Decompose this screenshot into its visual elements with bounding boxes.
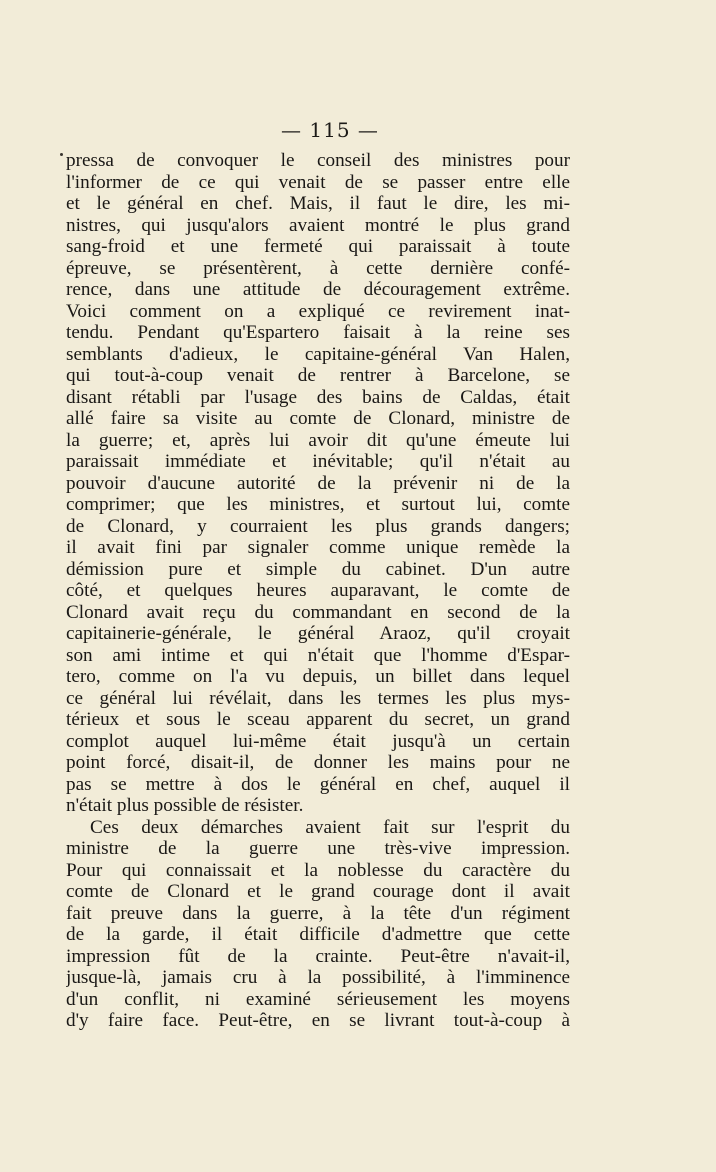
text-line: tero, comme on l'a vu depuis, un billet dans lequel [66,666,570,687]
text-line: point forcé, disait-il, de donner les mains pour ne [66,752,570,773]
text-line: qui tout-à-coup venait de rentrer à Barcelone, se [66,365,570,386]
ink-speck [60,153,63,156]
text-line: Clonard avait reçu du commandant en second de la [66,601,570,623]
text-line: nistres, qui jusqu'alors avaient montré le plus grand [66,214,570,236]
text-line: épreuve, se présentèrent, à cette dernière confé- [66,257,570,279]
text-line: allé faire sa visite au comte de Clonard, ministre de [66,408,570,429]
text-line: paraissait immédiate et inévitable; qu'il n'était au [66,451,570,472]
text-line: tendu. Pendant qu'Espartero faisait à la reine ses [66,322,570,343]
text-line: sang-froid et une fermeté qui paraissait à toute [66,236,570,257]
page-number: — 115 — [281,118,379,142]
text-line: son ami intime et qui n'était que l'homme d'Espar- [66,644,570,666]
text-line: complot auquel lui-même était jusqu'à un certain [66,730,570,752]
text-line: térieux et sous le sceau apparent du secret, un grand [66,709,570,730]
text-line: rence, dans une attitude de découragement extrême. [66,279,570,300]
text-line: semblants d'adieux, le capitaine-général Van Halen, [66,343,570,365]
text-line: pressa de convoquer le conseil des ministres pour [66,150,570,171]
text-line: la guerre; et, après lui avoir dit qu'une émeute lui [66,429,570,451]
body-text [66,150,570,1032]
text-line: impression fût de la crainte. Peut-être n'avait-il, [66,945,570,967]
text-line: de la garde, il était difficile d'admettre que cette [66,924,570,945]
text-line: pouvoir d'aucune autorité de la prévenir ni de la [66,472,570,494]
text-line: disant rétabli par l'usage des bains de Caldas, était [66,386,570,408]
text-line: jusque-là, jamais cru à la possibilité, à l'imminence [66,967,570,988]
text-line: Ces deux démarches avaient fait sur l'esprit du [90,816,570,838]
text-line: d'un conflit, ni examiné sérieusement les moyens [66,988,570,1010]
text-line: d'y faire face. Peut-être, en se livrant tout-à-coup à [66,1010,570,1031]
text-line: et le général en chef. Mais, il faut le dire, les mi- [66,193,570,214]
text-line: côté, et quelques heures auparavant, le comte de [66,580,570,601]
text-line: fait preuve dans la guerre, à la tête d'un régiment [66,902,570,924]
text-line: n'était plus possible de résister. [66,795,304,816]
text-line: pas se mettre à dos le général en chef, auquel il [66,773,570,795]
text-line: de Clonard, y courraient les plus grands dangers; [66,515,570,537]
text-line: Pour qui connaissait et la noblesse du caractère du [66,859,570,881]
text-line: comprimer; que les ministres, et surtout lui, comte [66,494,570,515]
text-line: Voici comment on a expliqué ce revirement inat- [66,300,570,322]
text-line: comte de Clonard et le grand courage dont il avait [66,881,570,902]
text-line: il avait fini par signaler comme unique remède la [66,537,570,558]
text-line: démission pure et simple du cabinet. D'un autre [66,558,570,580]
text-line: l'informer de ce qui venait de se passer entre elle [66,171,570,193]
text-line: capitainerie-générale, le général Araoz, qu'il croyait [66,623,570,644]
text-line: ce général lui révélait, dans les termes les plus mys- [66,687,570,709]
text-line: ministre de la guerre une très-vive impression. [66,838,570,859]
